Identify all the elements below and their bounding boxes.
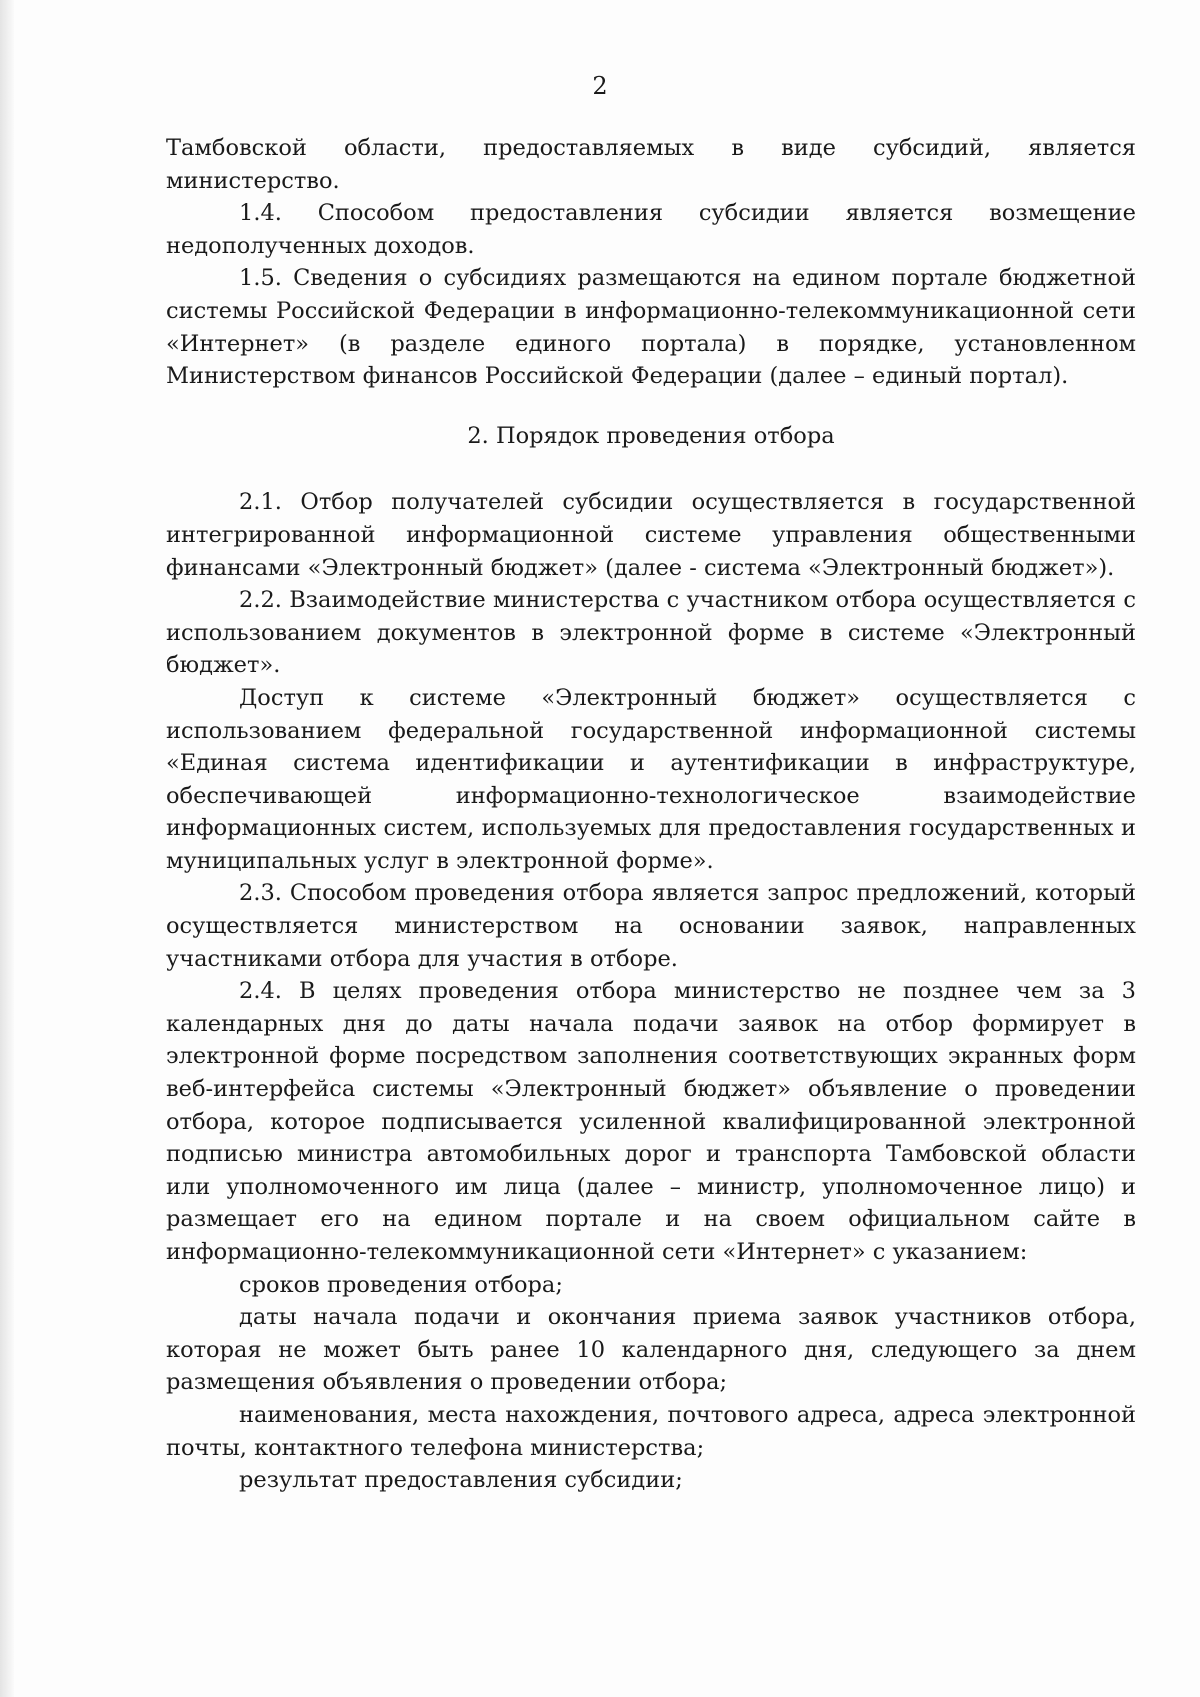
list-item-contacts: наименования, места нахождения, почтового адреса, адреса электронной почты, контактного телефона министерства; xyxy=(166,1401,1136,1461)
page-number: 2 xyxy=(592,72,608,100)
paragraph-continuation: Тамбовской области, предоставляемых в виде субсидий, является министерство. xyxy=(166,135,1136,194)
list-item-dates: даты начала подачи и окончания приема заявок участников отбора, которая не может быть ранее 10 календарного дня, следующего за днем размещения объявления о проведении отбора; xyxy=(166,1304,1136,1396)
paragraph-2-3: 2.3. Способом проведения отбора является запрос предложений, который осуществляется министерством на основании заявок, направленных участниками отбора для участия в отборе. xyxy=(166,880,1136,972)
paragraph-2-4: 2.4. В целях проведения отбора министерство не позднее чем за 3 календарных дня до даты начала подачи заявок на отбор формирует в электронной форме посредством заполнения соответствующих экранных форм веб-интерфейса системы «Электронный бюджет» объявление о проведении отбора, которое подписывается усиленной квалифицированной электронной подписью министра автомобильных дорог и транспорта Тамбовской области или уполномоченного им лица (далее – министр, уполномоченное лицо) и размещает его на едином портале и на своем официальном сайте в информационно-телекоммуникационной сети «Интернет» с указанием: xyxy=(166,978,1136,1265)
section-heading: 2. Порядок проведения отбора xyxy=(467,422,835,449)
document-body xyxy=(166,132,1136,1497)
paragraph-2-2: 2.2. Взаимодействие министерства с участником отбора осуществляется с использованием документов в электронной форме в системе «Электронный бюджет». xyxy=(166,587,1136,679)
list-item-result: результат предоставления субсидии; xyxy=(239,1467,683,1494)
paragraph-access: Доступ к системе «Электронный бюджет» осуществляется с использованием федеральной государственной информационной системы «Единая система идентификации и аутентификации в инфраструктуре, обеспечивающей информационно-технологическое взаимодействие информационных систем, используемых для предоставления государственных и муниципальных услуг в электронной форме». xyxy=(166,684,1136,874)
paragraph-2-1: 2.1. Отбор получателей субсидии осуществляется в государственной интегрированной информационной системе управления общественными финансами «Электронный бюджет» (далее - система «Электронный бюджет»). xyxy=(166,489,1136,581)
scan-edge-shadow xyxy=(0,0,14,1697)
list-item-terms: сроков проведения отбора; xyxy=(239,1271,563,1298)
paragraph-1-5: 1.5. Сведения о субсидиях размещаются на едином портале бюджетной системы Российской Федерации в информационно-телекоммуникационной сети «Интернет» (в разделе единого портала) в порядке, установленном Министерством финансов Российской Федерации (далее – единый портал). xyxy=(166,265,1136,390)
paragraph-1-4: 1.4. Способом предоставления субсидии является возмещение недополученных доходов. xyxy=(166,200,1136,259)
